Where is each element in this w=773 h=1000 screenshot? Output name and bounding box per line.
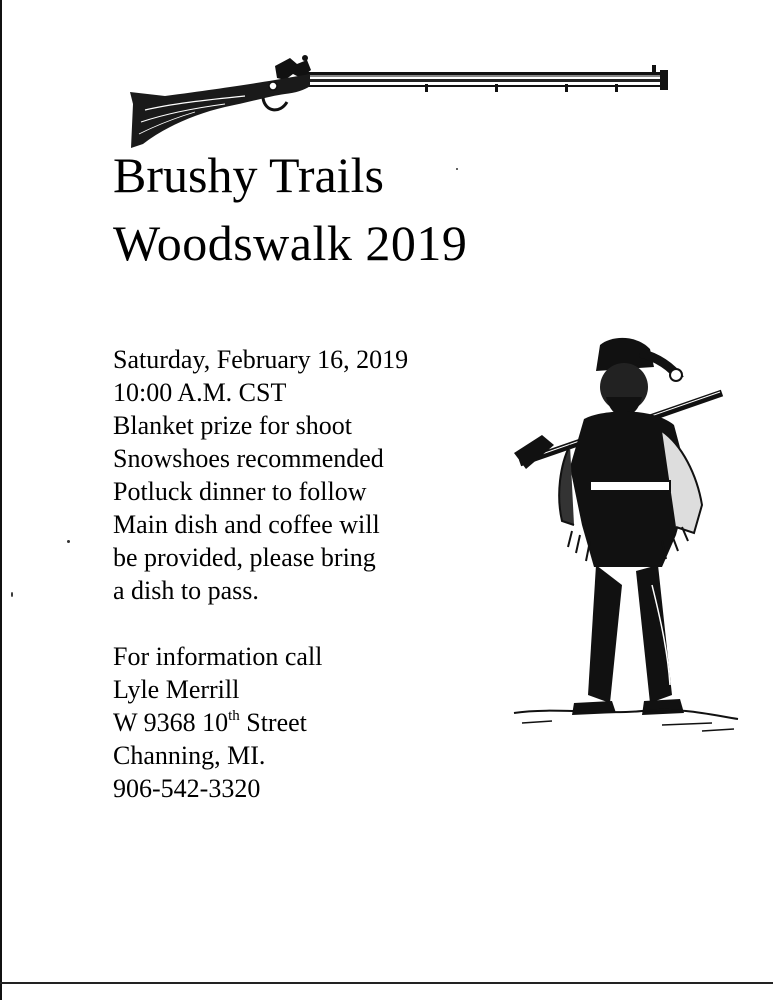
event-gear-note: Snowshoes recommended [113, 444, 384, 473]
street-suffix: th [228, 708, 240, 724]
flintlock-musket-icon [125, 52, 670, 150]
event-food-note-2: be provided, please bring [113, 543, 376, 572]
street-name: Street [239, 708, 307, 737]
print-speck [456, 168, 458, 170]
flyer-title-line-1: Brushy Trails [113, 147, 384, 203]
event-potluck: Potluck dinner to follow [113, 477, 367, 506]
page-edge [0, 0, 2, 1000]
frontiersman-with-rifle-icon [512, 335, 740, 745]
event-date: Saturday, February 16, 2019 [113, 345, 409, 374]
street-number: W 9368 10 [113, 708, 229, 737]
event-prize: Blanket prize for shoot [113, 411, 352, 440]
contact-name: Lyle Merrill [113, 675, 240, 704]
event-time: 10:00 A.M. CST [113, 378, 287, 407]
print-speck [11, 592, 13, 597]
event-food-note-1: Main dish and coffee will [113, 510, 380, 539]
contact-city: Channing, MI. [113, 741, 266, 770]
page-bottom-line [0, 982, 773, 984]
spacer [113, 607, 408, 640]
event-details [113, 343, 408, 805]
contact-address [113, 706, 408, 739]
contact-phone: 906-542-3320 [113, 774, 261, 803]
flyer-title-line-2: Woodswalk 2019 [113, 215, 468, 271]
print-speck [67, 540, 70, 543]
contact-intro: For information call [113, 642, 323, 671]
event-food-note-3: a dish to pass. [113, 576, 259, 605]
